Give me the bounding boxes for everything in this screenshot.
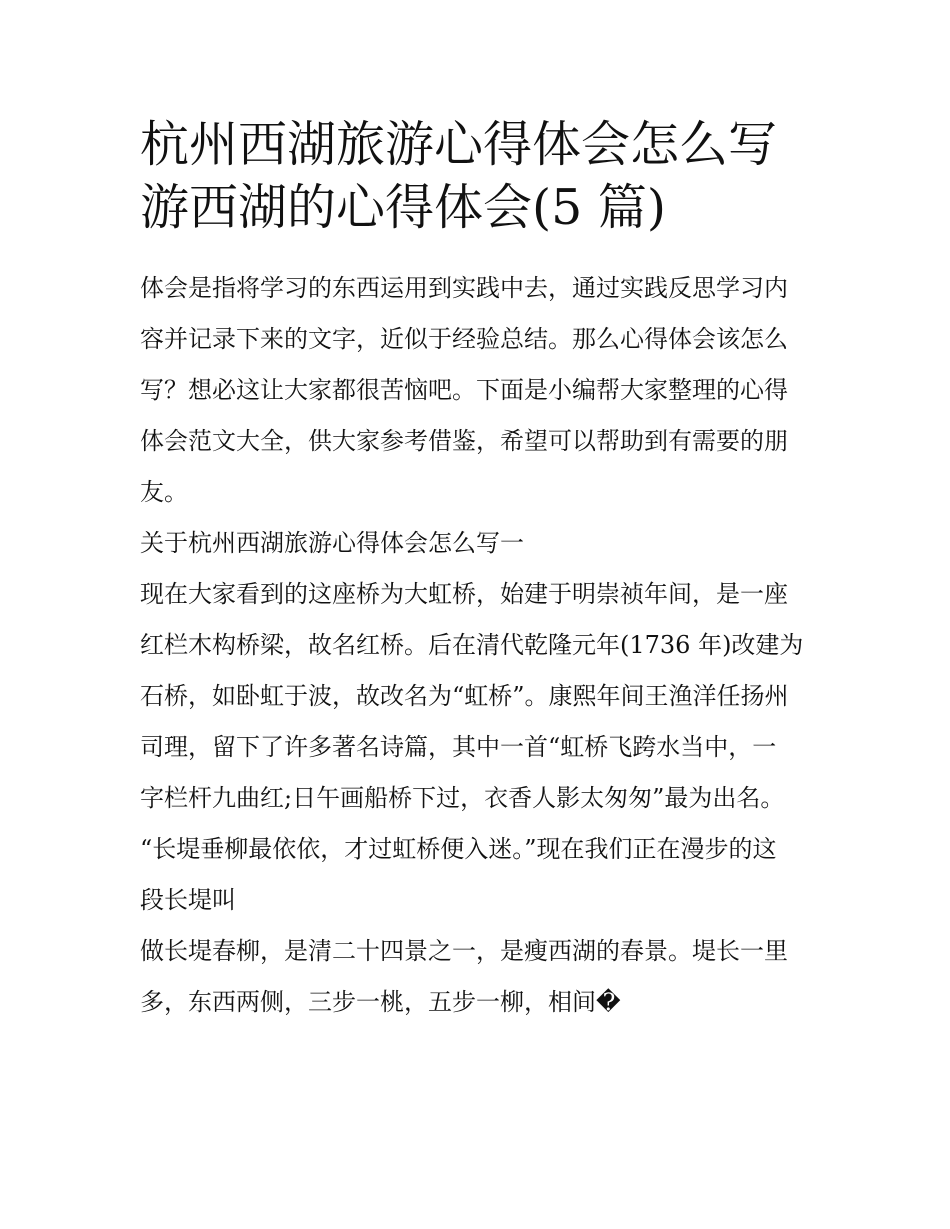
paragraph-line: 做长堤春柳，是清二十四景之一，是瘦西湖的春景。堤长一里 (140, 937, 788, 965)
intro-line: 友。 (140, 478, 188, 506)
document-body (140, 263, 812, 1028)
paragraph-line: 司理，留下了许多著名诗篇，其中一首“虹桥飞跨水当中，一 (140, 733, 777, 761)
document-title (140, 113, 812, 239)
paragraph-line: 现在大家看到的这座桥为大虹桥，始建于明崇祯年间，是一座 (140, 580, 788, 608)
paragraph-line: “长堤垂柳最依依，才过虹桥便入迷。”现在我们正在漫步的这 (140, 835, 777, 863)
section-heading-text: 关于杭州西湖旅游心得体会怎么写一 (140, 529, 524, 557)
intro-line: 容并记录下来的文字，近似于经验总结。那么心得体会该怎么 (140, 325, 788, 353)
intro-line: 体会是指将学习的东西运用到实践中去，通过实践反思学习内 (140, 274, 788, 302)
section-heading (140, 518, 812, 569)
intro-line: 写？想必这让大家都很苦恼吧。下面是小编帮大家整理的心得 (140, 376, 788, 404)
title-line-2: 游西湖的心得体会(5 篇) (140, 179, 666, 236)
paragraph-1 (140, 569, 812, 926)
paragraph-line: 石桥，如卧虹于波，故改名为“虹桥”。康熙年间王渔洋任扬州 (140, 682, 789, 710)
paragraph-2 (140, 926, 812, 1028)
paragraph-line: 红栏木构桥梁，故名红桥。后在清代乾隆元年(1736 年)改建为 (140, 631, 804, 659)
paragraph-line: 多，东西两侧，三步一桃，五步一柳，相间� (140, 988, 621, 1016)
title-line-1: 杭州西湖旅游心得体会怎么写 (140, 116, 778, 173)
paragraph-line: 段长堤叫 (140, 886, 236, 914)
intro-paragraph (140, 263, 812, 518)
document-page (140, 113, 812, 1028)
intro-line: 体会范文大全，供大家参考借鉴，希望可以帮助到有需要的朋 (140, 427, 788, 455)
paragraph-line: 字栏杆九曲红;日午画船桥下过，衣香人影太匆匆”最为出名。 (140, 784, 785, 812)
